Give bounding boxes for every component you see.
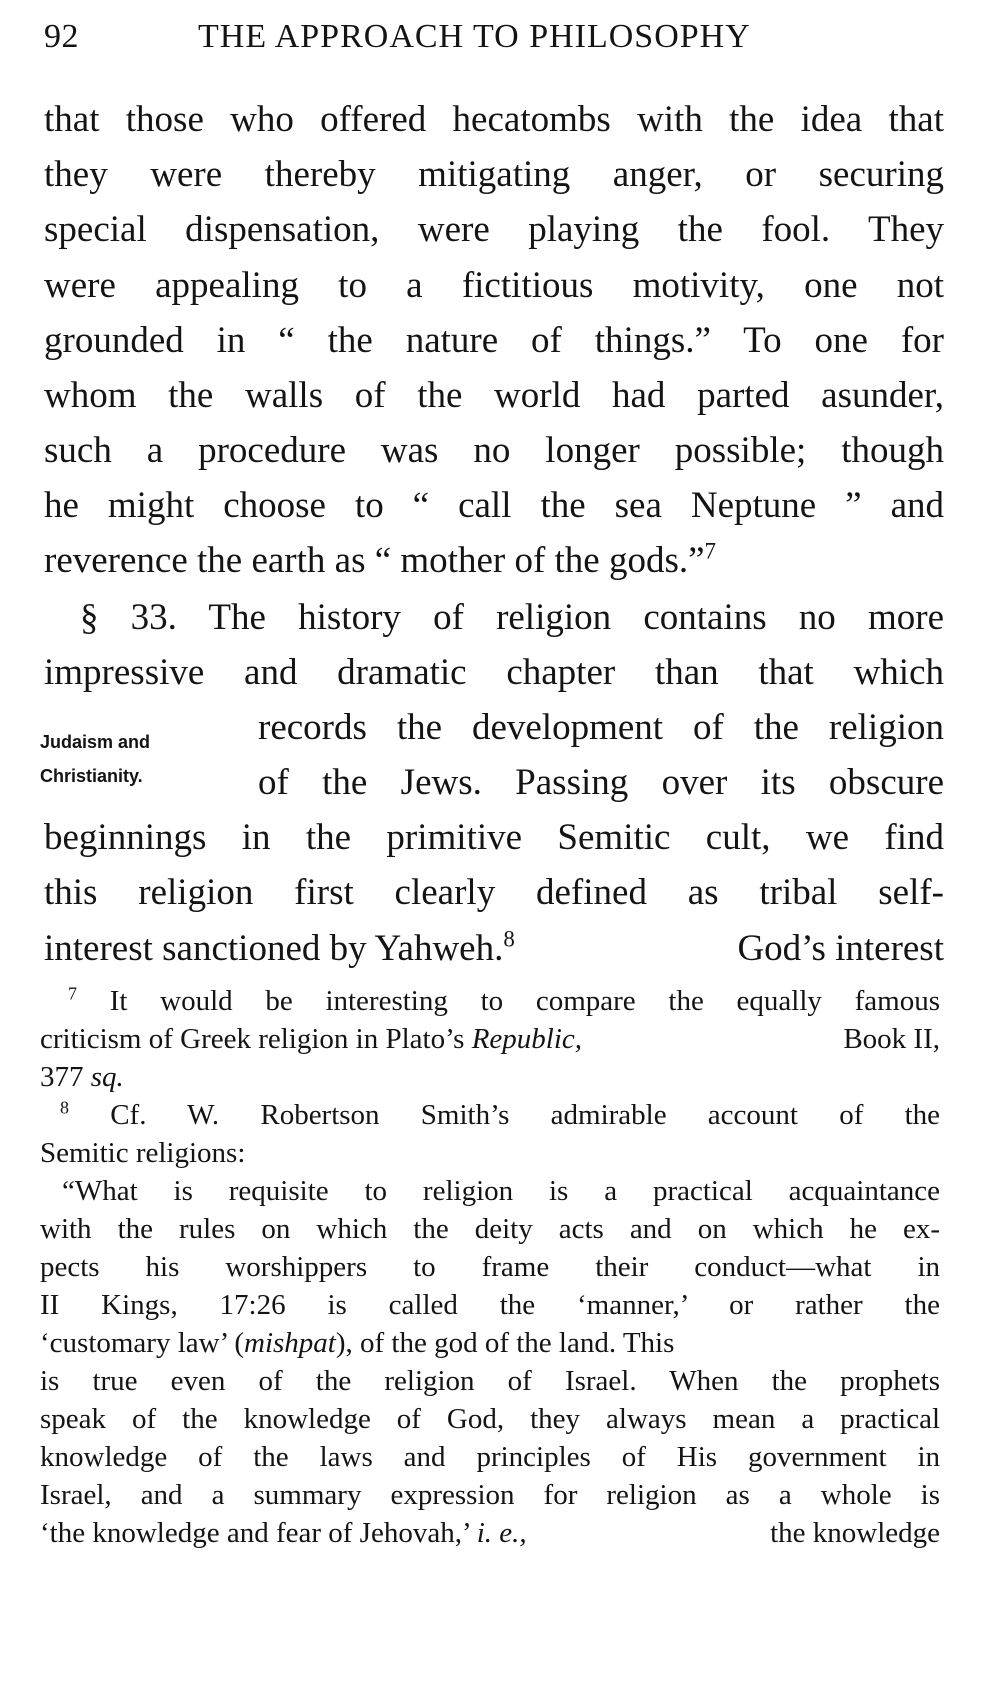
quote-line: is true even of the religion of Israel. When the prophets <box>40 1365 940 1397</box>
footnote-text: the knowledge <box>770 1517 940 1549</box>
page-header <box>44 18 944 68</box>
text-line-content: reverence the earth as “ mother of the gods.” <box>44 540 705 581</box>
footnote-text: 377 <box>40 1061 84 1093</box>
quote-line: knowledge of the laws and principles of His government in <box>40 1441 940 1473</box>
sidenote-line: Judaism and <box>40 732 151 752</box>
text-line-end: God’s interest <box>737 928 944 969</box>
footnote-8-line <box>60 1096 940 1134</box>
footnote-text: ‘customary law’ ( <box>40 1327 244 1359</box>
text-line: grounded in “ the nature of things.” To one for <box>44 320 944 361</box>
text-line: impressive and dramatic chapter than that which <box>44 652 944 693</box>
quote-line: speak of the knowledge of God, they always mean a practical <box>40 1403 940 1435</box>
footnote-text: ), of the god of the land. This <box>335 1327 675 1359</box>
text-line: such a procedure was no longer possible; though <box>44 430 944 471</box>
footnote-italic: sq. <box>90 1061 124 1093</box>
text-line: whom the walls of the world had parted asunder, <box>44 375 944 416</box>
text-line <box>44 531 944 591</box>
footnote-text: Cf. W. Robertson Smith’s admirable account of the <box>110 1099 941 1131</box>
page-number: 92 <box>44 18 79 55</box>
footnote-marker-7: 7 <box>68 983 77 1004</box>
footnote-ref-7: 7 <box>704 538 717 564</box>
footnote-text: It would be interesting to compare the equally famous <box>109 985 940 1017</box>
footnote-text: ‘the knowledge and fear of Jehovah,’ <box>40 1517 470 1549</box>
footnote-marker-8: 8 <box>60 1097 69 1118</box>
footnote-ref-8: 8 <box>503 926 515 952</box>
text-line: this religion first clearly defined as tribal self- <box>44 872 944 913</box>
text-line: he might choose to “ call the sea Neptune ” and <box>44 485 944 526</box>
footnote-7-line <box>68 982 940 1020</box>
text-line: that those who offered hecatombs with the idea that <box>44 99 944 140</box>
text-line: were appealing to a fictitious motivity, one not <box>44 265 944 306</box>
footnote-text: Book II, <box>843 1023 940 1055</box>
running-head: THE APPROACH TO PHILOSOPHY <box>198 18 751 55</box>
footnote-8-line: Semitic religions: <box>40 1137 246 1169</box>
text-line <box>44 919 944 979</box>
quote-line: Israel, and a summary expression for religion as a whole is <box>40 1479 940 1511</box>
text-line: records the development of the religion <box>258 707 944 748</box>
book-title: Republic, <box>471 1023 583 1055</box>
footnote-text: criticism of Greek religion in Plato’s <box>40 1023 465 1055</box>
text-line: beginnings in the primitive Semitic cult, we find <box>44 817 944 858</box>
footnote-7-line <box>40 1020 940 1058</box>
text-line: of the Jews. Passing over its obscure <box>258 762 944 803</box>
section-33-first-line: § 33. The history of religion contains no more <box>80 597 944 638</box>
sidenote-line: Christianity. <box>40 766 143 786</box>
quote-line: “What is requisite to religion is a practical acquaintance <box>62 1175 940 1207</box>
footnote-italic: mishpat <box>244 1327 336 1359</box>
footnote-italic: i. e., <box>476 1517 527 1549</box>
quote-line: with the rules on which the deity acts and on which he ex- <box>40 1213 940 1245</box>
text-line-content: interest sanctioned by Yahweh. <box>44 928 504 969</box>
text-line: they were thereby mitigating anger, or securing <box>44 154 944 195</box>
quote-line <box>40 1514 940 1552</box>
quote-line: II Kings, 17:26 is called the ‘manner,’ or rather the <box>40 1289 940 1321</box>
footnote-7-line <box>40 1058 940 1096</box>
quote-line: pects his worshippers to frame their conduct—what in <box>40 1251 940 1283</box>
text-line: special dispensation, were playing the fool. They <box>44 209 944 250</box>
quote-line <box>40 1324 940 1362</box>
